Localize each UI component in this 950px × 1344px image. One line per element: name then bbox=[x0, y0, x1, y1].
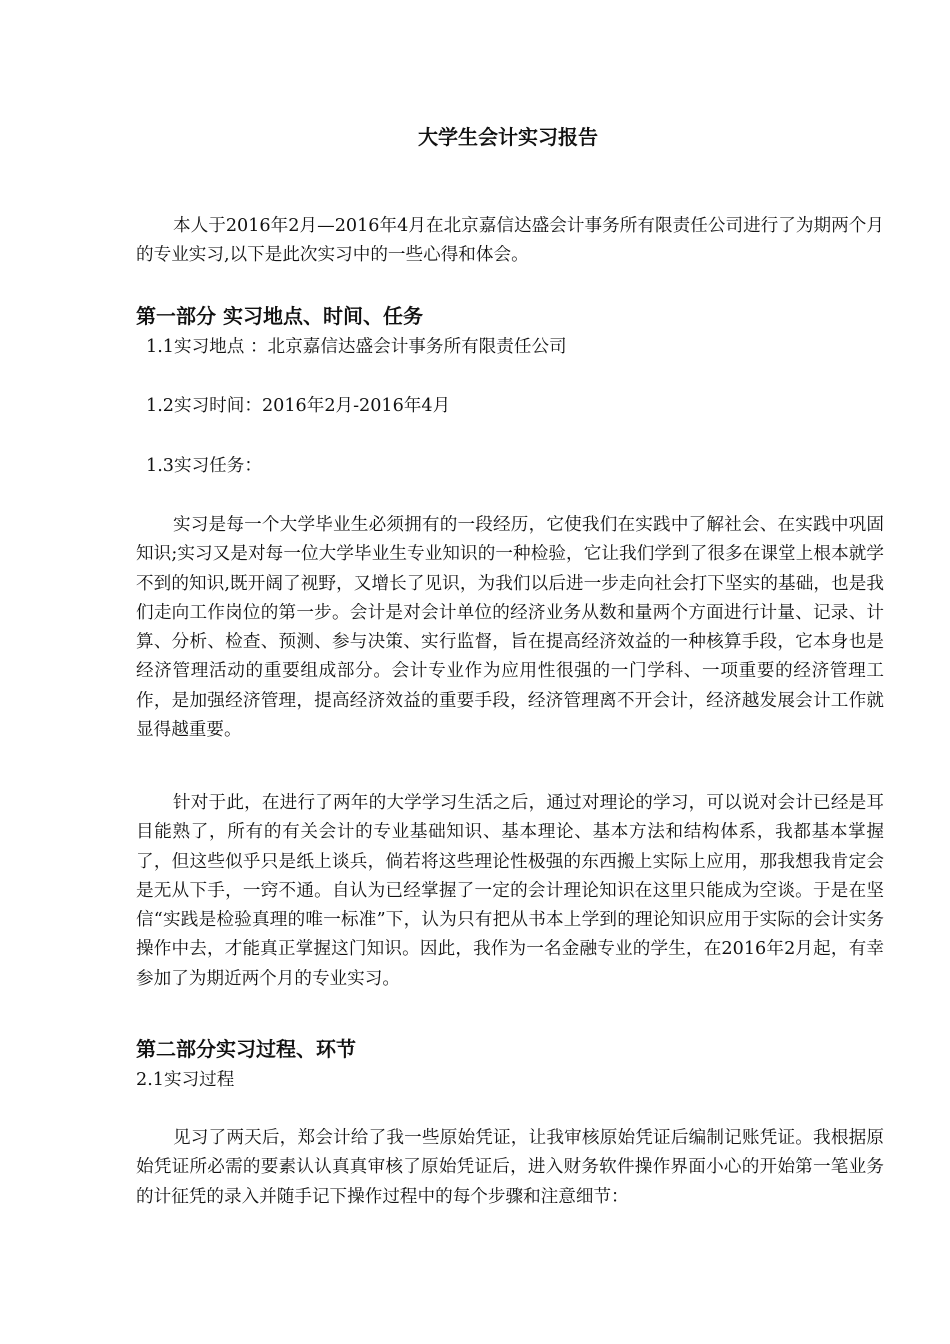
part2-heading: 第二部分实习过程、环节 bbox=[136, 1037, 356, 1061]
body-paragraph-3: 见习了两天后，郑会计给了我一些原始凭证，让我审核原始凭证后编制记账凭证。我根据原始凭证所必需的要素认认真真审核了原始凭证后，进入财务软件操作界面小心的开始第一笔业务的计征凭的录入并随手记下操作过程中的每个步骤和注意细节： bbox=[136, 1128, 884, 1207]
item-task: 1.3实习任务： bbox=[146, 456, 262, 476]
item-location: 1.1实习地点 ：北京嘉信达盛会计事务所有限责任公司 bbox=[146, 337, 567, 357]
document-title: 大学生会计实习报告 bbox=[418, 125, 598, 149]
body-paragraph-1: 实习是每一个大学毕业生必须拥有的一段经历，它使我们在实践中了解社会、在实践中巩固知识;实习又是对每一位大学毕业生专业知识的一种检验，它让我们学到了很多在课堂上根本就学不到的知识,既开阔了视野，又增长了见识，为我们以后进一步走向社会打下坚实的基础，也是我们走向工作岗位的第一步。会计是对会计单位的经济业务从数和量两个方面进行计量、记录、计算、分析、检查、预测、参与决策、实行监督，旨在提高经济效益的一种核算手段，它本身也是经济管理活动的重要组成部分。会计专业作为应用性很强的一门学科、一项重要的经济管理工作，是加强经济管理，提高经济效益的重要手段，经济管理离不开会计，经济越发展会计工作就显得越重要。 bbox=[136, 515, 884, 741]
item-time: 1.2实习时间：2016年2月-2016年4月 bbox=[146, 396, 451, 416]
intro-paragraph: 本人于2016年2月—2016年4月在北京嘉信达盛会计事务所有限责任公司进行了为期两个月的专业实习,以下是此次实习中的一些心得和体会。 bbox=[136, 216, 884, 266]
body-paragraph-2: 针对于此，在进行了两年的大学学习生活之后，通过对理论的学习，可以说对会计已经是耳目能熟了，所有的有关会计的专业基础知识、基本理论、基本方法和结构体系，我都基本掌握了，但这些似乎只是纸上谈兵，倘若将这些理论性极强的东西搬上实际上应用，那我想我肯定会是无从下手，一窍不通。自认为已经掌握了一定的会计理论知识在这里只能成为空谈。于是在坚信“实践是检验真理的唯一标准”下，认为只有把从书本上学到的理论知识应用于实际的会计实务操作中去，才能真正掌握这门知识。因此，我作为一名金融专业的学生，在2016年2月起，有幸参加了为期近两个月的专业实习。 bbox=[136, 793, 884, 989]
part1-heading: 第一部分 实习地点、时间、任务 bbox=[136, 304, 423, 328]
section-2-1-heading: 2.1实习过程 bbox=[136, 1070, 235, 1090]
